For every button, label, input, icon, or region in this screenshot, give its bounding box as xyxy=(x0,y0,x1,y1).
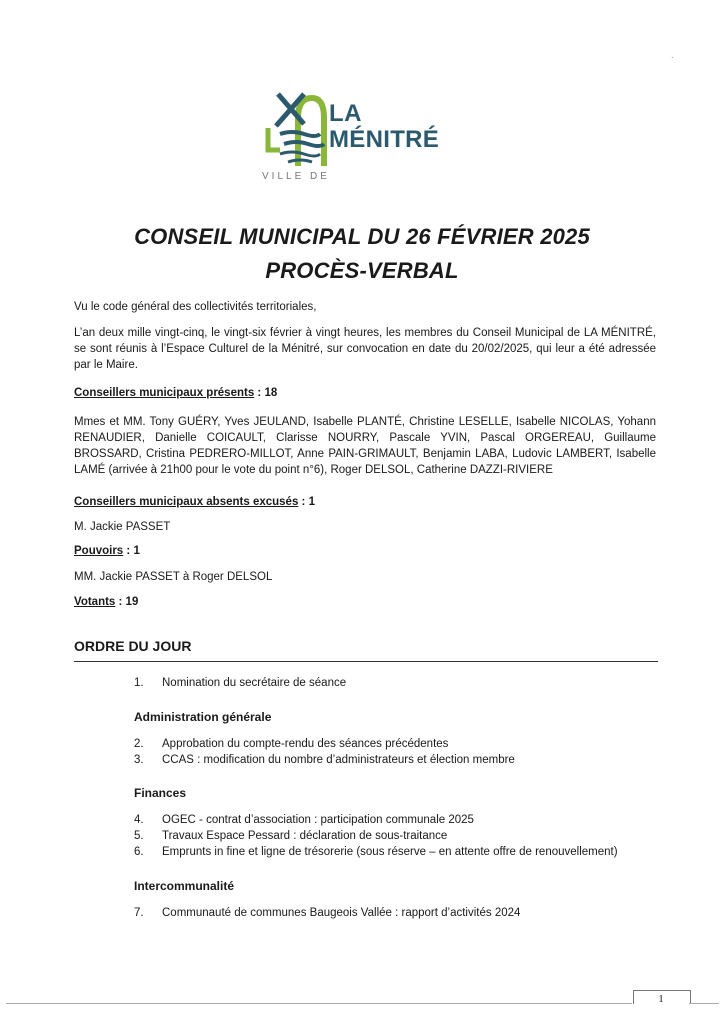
intro-paragraph-2: L’an deux mille vingt-cinq, le vingt-six février à vingt heures, les membres du Conseil Municipal de LA MÉNITRÉ, se sont réunis à l’Espace Culturel de la Ménitré, sur convocation en date du 20/02/2025, qui leur a été adressée par le Maire. xyxy=(74,327,656,371)
agenda-subheading: Administration générale xyxy=(134,710,272,724)
footer-divider-right xyxy=(689,1003,719,1004)
agenda-item xyxy=(134,754,515,766)
votants-label: Votants xyxy=(74,596,116,608)
absents-count: : 1 xyxy=(298,496,315,508)
page-title: CONSEIL MUNICIPAL DU 26 FÉVRIER 2025 xyxy=(134,224,590,249)
agenda-item-number: 5. xyxy=(134,830,144,842)
presents-label: Conseillers municipaux présents xyxy=(74,387,255,399)
agenda-item-text: Communauté de communes Baugeois Vallée : rapport d’activités 2024 xyxy=(162,907,521,919)
agenda-item-number: 2. xyxy=(134,738,144,750)
logo-name: MÉNITRÉ xyxy=(329,126,440,153)
agenda-item-number: 1. xyxy=(134,677,144,689)
votants-heading xyxy=(74,594,656,610)
logo-ville: VILLE DE xyxy=(262,171,330,182)
agenda-item xyxy=(134,846,618,858)
agenda-item-number: 4. xyxy=(134,814,144,826)
agenda-item-text: OGEC - contrat d’association : participation communale 2025 xyxy=(162,814,474,826)
agenda-item-text: Nomination du secrétaire de séance xyxy=(162,677,347,689)
agenda-divider xyxy=(74,661,658,662)
votants-count: : 19 xyxy=(115,596,139,608)
page-number: 1 xyxy=(658,993,664,1005)
presents-count: : 18 xyxy=(254,387,278,399)
pouvoirs-label: Pouvoirs xyxy=(74,545,124,557)
town-logo xyxy=(258,88,458,188)
agenda-item-text: CCAS : modification du nombre d’administrateurs et élection membre xyxy=(162,754,515,766)
agenda-item xyxy=(134,677,346,689)
absents-heading xyxy=(74,494,656,510)
logo-la: LA xyxy=(329,100,362,127)
corner-mark: · xyxy=(670,52,674,63)
agenda-item xyxy=(134,814,474,826)
pouvoirs-count: : 1 xyxy=(123,545,140,557)
agenda-item-text: Travaux Espace Pessard : déclaration de sous-traitance xyxy=(162,830,448,842)
windmill-icon xyxy=(258,88,328,168)
absents-label: Conseillers municipaux absents excusés xyxy=(74,496,299,508)
agenda-heading: ORDRE DU JOUR xyxy=(74,638,192,654)
presents-heading xyxy=(74,385,656,401)
page-subtitle: PROCÈS-VERBAL xyxy=(265,258,459,283)
intro-paragraph-1: Vu le code général des collectivités territoriales, xyxy=(74,301,317,313)
agenda-item-number: 3. xyxy=(134,754,144,766)
agenda-item xyxy=(134,907,520,919)
agenda-item-number: 6. xyxy=(134,846,144,858)
footer-divider xyxy=(6,1003,632,1004)
agenda-item xyxy=(134,830,447,842)
absents-names: M. Jackie PASSET xyxy=(74,521,171,533)
agenda-item-text: Emprunts in fine et ligne de trésorerie (sous réserve – en attente offre de renouvellement) xyxy=(162,846,618,858)
agenda-item-text: Approbation du compte-rendu des séances précédentes xyxy=(162,738,449,750)
pouvoirs-heading xyxy=(74,543,656,559)
pouvoirs-names: MM. Jackie PASSET à Roger DELSOL xyxy=(74,571,273,583)
agenda-item xyxy=(134,738,448,750)
agenda-subheading: Intercommunalité xyxy=(134,879,235,893)
presents-names: Mmes et MM. Tony GUÉRY, Yves JEULAND, Isabelle PLANTÉ, Christine LESELLE, Isabelle NICOLAS, Yohann RENAUDIER, Danielle COICAULT, Clarisse NOURRY, Pascale YVIN, Pascal ORGEREAU, Guillaume BROSSARD, Cristina PEDRERO-MILLOT, Anne PAIN-GRIMAULT, Benjamin LABA, Ludovic LAMBERT, Isabelle LAMÉ (arrivée à 21h00 pour le vote du point n°6), Roger DELSOL, Catherine DAZZI-RIVIERE xyxy=(74,416,656,476)
agenda-subheading: Finances xyxy=(134,786,187,800)
agenda-item-number: 7. xyxy=(134,907,144,919)
